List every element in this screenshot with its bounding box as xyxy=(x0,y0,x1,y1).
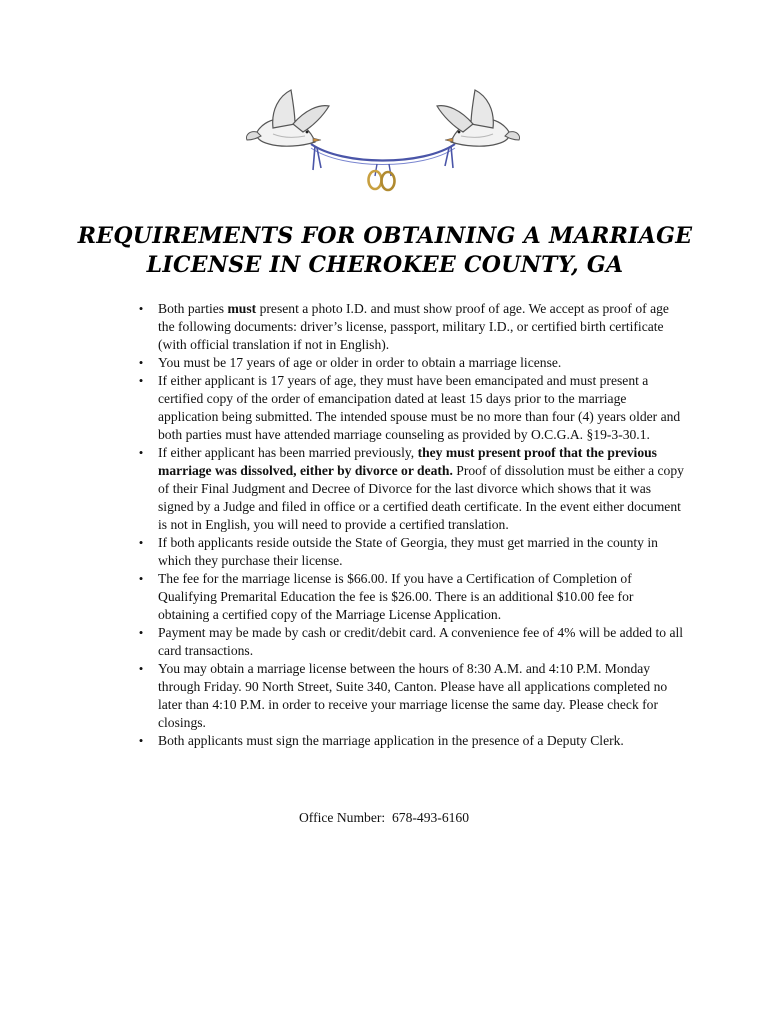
bullet-icon: • xyxy=(138,535,144,550)
bullet-icon: • xyxy=(138,661,144,676)
requirement-emphasis: must xyxy=(227,301,257,316)
bullet-icon: • xyxy=(138,625,144,640)
requirement-item xyxy=(138,300,688,354)
requirement-item xyxy=(138,660,688,732)
requirement-text: If either applicant has been married previously, xyxy=(158,445,418,460)
requirements-list xyxy=(138,300,688,750)
requirement-text: Both parties xyxy=(158,301,228,316)
requirement-item xyxy=(138,372,688,444)
ribbon-inner xyxy=(311,148,455,165)
title-line-2: LICENSE IN CHEROKEE COUNTY, GA xyxy=(146,252,624,278)
requirement-text: If both applicants reside outside the State of Georgia, they must get married in the county in which they purchase their license. xyxy=(158,535,658,568)
requirement-text-continued: present a photo I.D. and must show proof of age. We accept as proof of age the following documents: driver’s license, passport, military I.D., or certified birth certificate (with official translation if not in English). xyxy=(158,301,669,352)
dove-left xyxy=(246,90,329,146)
requirement-text-continued: Proof of dissolution must be either a copy of their Final Judgment and Decree of Divorce for the last divorce which shows that it was signed by a Judge and filed in office or a certified death certificate. In the event either document is not in English, you will need to provide a certified translation. xyxy=(158,463,684,532)
requirement-item xyxy=(138,444,688,534)
requirement-item xyxy=(138,534,688,570)
dove-right xyxy=(437,90,520,146)
doves-with-rings-illustration xyxy=(243,88,523,196)
requirement-emphasis: they must present proof that the previous marriage was dissolved, either by divorce or death. xyxy=(158,445,657,478)
bullet-icon: • xyxy=(138,373,144,388)
requirement-text: You may obtain a marriage license between the hours of 8:30 A.M. and 4:10 P.M. Monday through Friday. 90 North Street, Suite 340, Canton. Please have all applications completed no later than 4:10 P.M. in order to receive your marriage license the same day. Please check for closings. xyxy=(158,661,668,730)
document-title xyxy=(60,222,710,280)
bullet-icon: • xyxy=(138,355,144,370)
requirement-text: The fee for the marriage license is $66.00. If you have a Certification of Completion of Qualifying Premarital Education the fee is $26.00. There is an additional $10.00 fee for obtaining a certified copy of the Marriage License Application. xyxy=(158,571,634,622)
bullet-icon: • xyxy=(138,733,144,748)
ring-right xyxy=(382,172,395,190)
bullet-icon: • xyxy=(138,301,144,316)
requirement-item xyxy=(138,624,688,660)
requirement-item xyxy=(138,570,688,624)
office-contact xyxy=(0,809,770,827)
requirement-item xyxy=(138,732,688,750)
office-number-label: Office Number: xyxy=(298,810,386,825)
requirement-text: If either applicant is 17 years of age, they must have been emancipated and must present a certified copy of the order of emancipation dated at least 15 days prior to the marriage application being submitted. The intended spouse must be no more than four (4) years older and both parties must have attended marriage counseling as provided by O.C.G.A. §19-3-30.1. xyxy=(158,373,681,442)
requirement-text: You must be 17 years of age or older in order to obtain a marriage license. xyxy=(158,355,562,370)
title-line-1: REQUIREMENTS FOR OBTAINING A MARRIAGE xyxy=(77,223,693,249)
office-number-value: 678-493-6160 xyxy=(391,810,470,825)
requirement-text: Both applicants must sign the marriage application in the presence of a Deputy Clerk. xyxy=(158,733,624,748)
requirement-text: Payment may be made by cash or credit/debit card. A convenience fee of 4% will be added to all card transactions. xyxy=(158,625,684,658)
requirement-item xyxy=(138,354,688,372)
bullet-icon: • xyxy=(138,571,144,586)
bullet-icon: • xyxy=(138,445,144,460)
